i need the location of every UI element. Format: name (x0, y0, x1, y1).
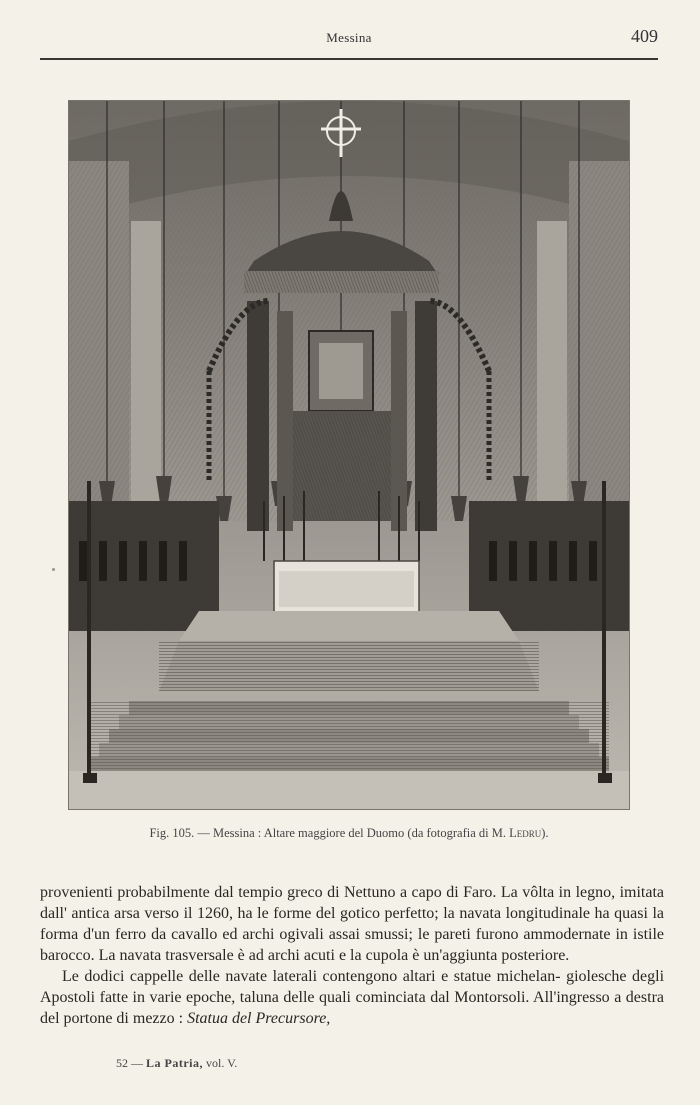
body-line: giolesche degli Apostoli fatte in varie epoche, taluna delle quali cominciata dal (40, 968, 665, 1006)
publication-title: La Patria, (146, 1056, 203, 1070)
body-line: Montorsoli. All'ingresso a destra del portone di mezzo : (40, 989, 665, 1027)
altar-engraving (68, 100, 630, 810)
body-line: smussi; le pareti furono ammodernate in istile barocco. La navata trasversale è ad (40, 926, 665, 964)
caption-photographer: Ledru (509, 826, 542, 840)
running-head: Messina (326, 30, 372, 45)
caption-text: Fig. 105. — Messina : Altare maggiore del Duomo (da fotografia di M. (149, 826, 506, 840)
page-header (40, 26, 658, 52)
body-line: provenienti probabilmente dal tempio greco di Nettuno a capo di Faro. La vôlta in (40, 884, 572, 901)
body-line: archi acuti e la cupola è un'aggiunta posteriore. (267, 947, 570, 964)
body-italic: Statua del Precursore, (187, 1010, 331, 1027)
body-line: navata longitudinale ha quasi la forma d'un ferro da cavallo ed archi ogivali assai (40, 905, 665, 943)
signature-number: 52 — (116, 1056, 143, 1070)
caption-end: ). (541, 826, 549, 840)
paper-speck (52, 568, 55, 571)
signature-line (116, 1056, 237, 1071)
figure-caption (40, 826, 658, 841)
paragraph-1 (40, 882, 664, 966)
page-number: 409 (631, 26, 658, 46)
body-line: legno, imitata dall' antica arsa verso il 1260, ha le forme del gotico perfetto; la (40, 884, 665, 922)
body-line: Le dodici cappelle delle navate laterali contengono altari e statue michelan- (62, 968, 561, 985)
volume-label: vol. V. (206, 1056, 238, 1070)
paragraph-2 (40, 966, 664, 1029)
header-rule (40, 58, 658, 60)
body-text (40, 882, 664, 1029)
